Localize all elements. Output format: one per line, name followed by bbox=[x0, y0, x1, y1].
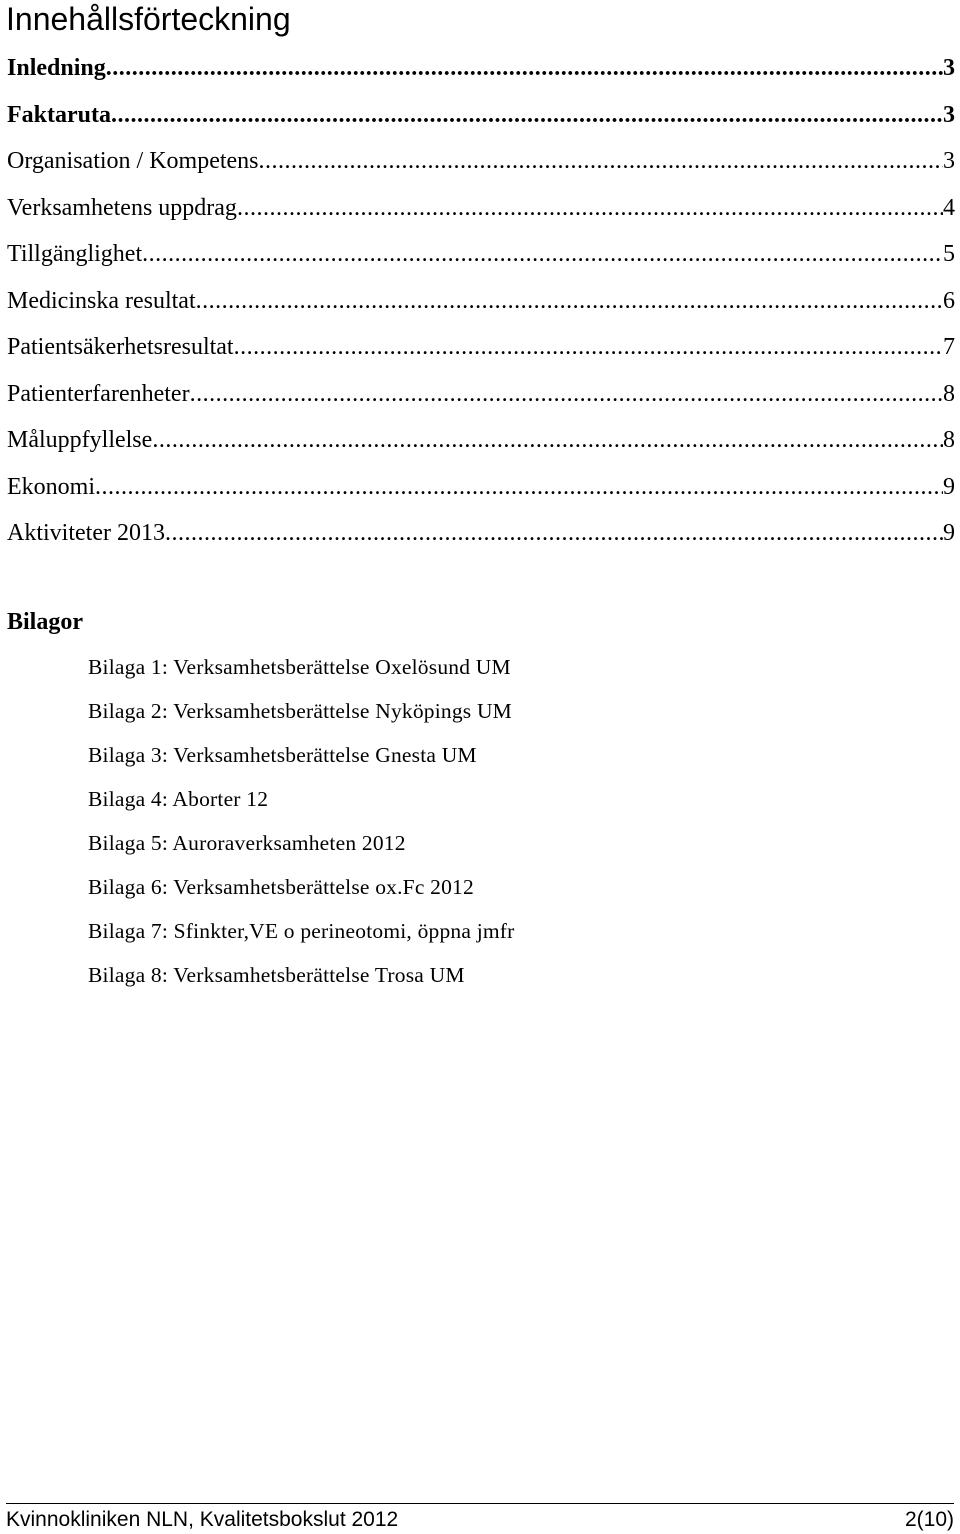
toc-entry-tillganglighet[interactable] bbox=[7, 231, 955, 278]
bilaga-item-6: Bilaga 6: Verksamhetsberättelse ox.Fc 2012 bbox=[88, 875, 474, 899]
toc-entry-page: 9 bbox=[943, 473, 955, 500]
toc-entry-label: Måluppfyllelse bbox=[7, 427, 153, 453]
toc-entry-label: Organisation / Kompetens bbox=[7, 148, 259, 174]
bilaga-item-5: Bilaga 5: Auroraverksamheten 2012 bbox=[88, 831, 406, 855]
toc-entry-label: Patienterfarenheter bbox=[7, 380, 190, 407]
toc-heading: Innehållsförteckning bbox=[6, 1, 291, 37]
bilagor-heading: Bilagor bbox=[7, 609, 83, 635]
toc-dot-leader bbox=[234, 324, 943, 371]
toc-dot-leader bbox=[111, 92, 943, 139]
toc-entry-label: Tillgänglighet bbox=[7, 241, 143, 267]
toc-entry-medicinska-resultat[interactable] bbox=[7, 278, 955, 325]
toc-entry-verksamhetens-uppdrag[interactable] bbox=[7, 185, 955, 232]
toc-entry-page: 6 bbox=[943, 287, 955, 314]
page-footer bbox=[6, 1503, 954, 1534]
toc-entry-faktaruta[interactable] bbox=[7, 92, 955, 139]
bilaga-item-2: Bilaga 2: Verksamhetsberättelse Nyköpings UM bbox=[88, 699, 512, 723]
toc-entry-label: Inledning bbox=[7, 55, 106, 81]
toc-entry-page: 3 bbox=[943, 148, 955, 174]
toc-dot-leader bbox=[95, 464, 943, 511]
toc-dot-leader bbox=[106, 45, 943, 92]
toc-entry-page: 8 bbox=[943, 427, 955, 453]
toc-entry-page: 5 bbox=[943, 241, 955, 267]
toc-dot-leader bbox=[152, 417, 943, 464]
toc-dot-leader bbox=[237, 185, 943, 232]
toc-entry-ekonomi[interactable] bbox=[7, 464, 955, 511]
toc-entry-page: 9 bbox=[943, 520, 955, 546]
toc-dot-leader bbox=[259, 138, 943, 185]
toc-entry-maluppfyllelse[interactable] bbox=[7, 417, 955, 464]
toc-dot-leader bbox=[142, 231, 943, 278]
toc-entry-label: Verksamhetens uppdrag bbox=[7, 194, 237, 221]
footer-document-title: Kvinnokliniken NLN, Kvalitetsbokslut 2012 bbox=[6, 1508, 399, 1531]
bilaga-item-7: Bilaga 7: Sfinkter,VE o perineotomi, öppna jmfr bbox=[88, 919, 515, 943]
bilagor-list bbox=[88, 650, 515, 1002]
toc-entry-inledning[interactable] bbox=[7, 45, 955, 92]
toc-entry-patienterfarenheter[interactable] bbox=[7, 371, 955, 418]
toc-entry-label: Medicinska resultat bbox=[7, 287, 196, 314]
toc-dot-leader bbox=[190, 371, 943, 418]
toc-entry-page: 3 bbox=[943, 101, 955, 128]
toc-entry-aktiviteter-2013[interactable] bbox=[7, 510, 955, 557]
toc-entry-label: Ekonomi bbox=[7, 473, 95, 500]
footer-page-number: 2(10) bbox=[904, 1508, 954, 1531]
toc-entry-page: 4 bbox=[943, 194, 955, 221]
toc-entry-label: Faktaruta bbox=[7, 101, 111, 128]
toc-entry-patientsakerhetsresultat[interactable] bbox=[7, 324, 955, 371]
bilaga-item-1: Bilaga 1: Verksamhetsberättelse Oxelösund UM bbox=[88, 655, 511, 679]
toc-entry-label: Patientsäkerhetsresultat bbox=[7, 334, 234, 360]
toc-entry-page: 3 bbox=[943, 55, 955, 81]
toc-entry-label: Aktiviteter 2013 bbox=[7, 520, 165, 546]
toc-entry-page: 7 bbox=[943, 334, 955, 360]
bilaga-item-8: Bilaga 8: Verksamhetsberättelse Trosa UM bbox=[88, 963, 465, 987]
toc-dot-leader bbox=[196, 278, 943, 325]
toc-entry-organisation[interactable] bbox=[7, 138, 955, 185]
toc-list bbox=[7, 45, 955, 557]
toc-dot-leader bbox=[165, 510, 943, 557]
bilaga-item-3: Bilaga 3: Verksamhetsberättelse Gnesta UM bbox=[88, 743, 477, 767]
toc-entry-page: 8 bbox=[943, 380, 955, 407]
bilaga-item-4: Bilaga 4: Aborter 12 bbox=[88, 787, 269, 811]
